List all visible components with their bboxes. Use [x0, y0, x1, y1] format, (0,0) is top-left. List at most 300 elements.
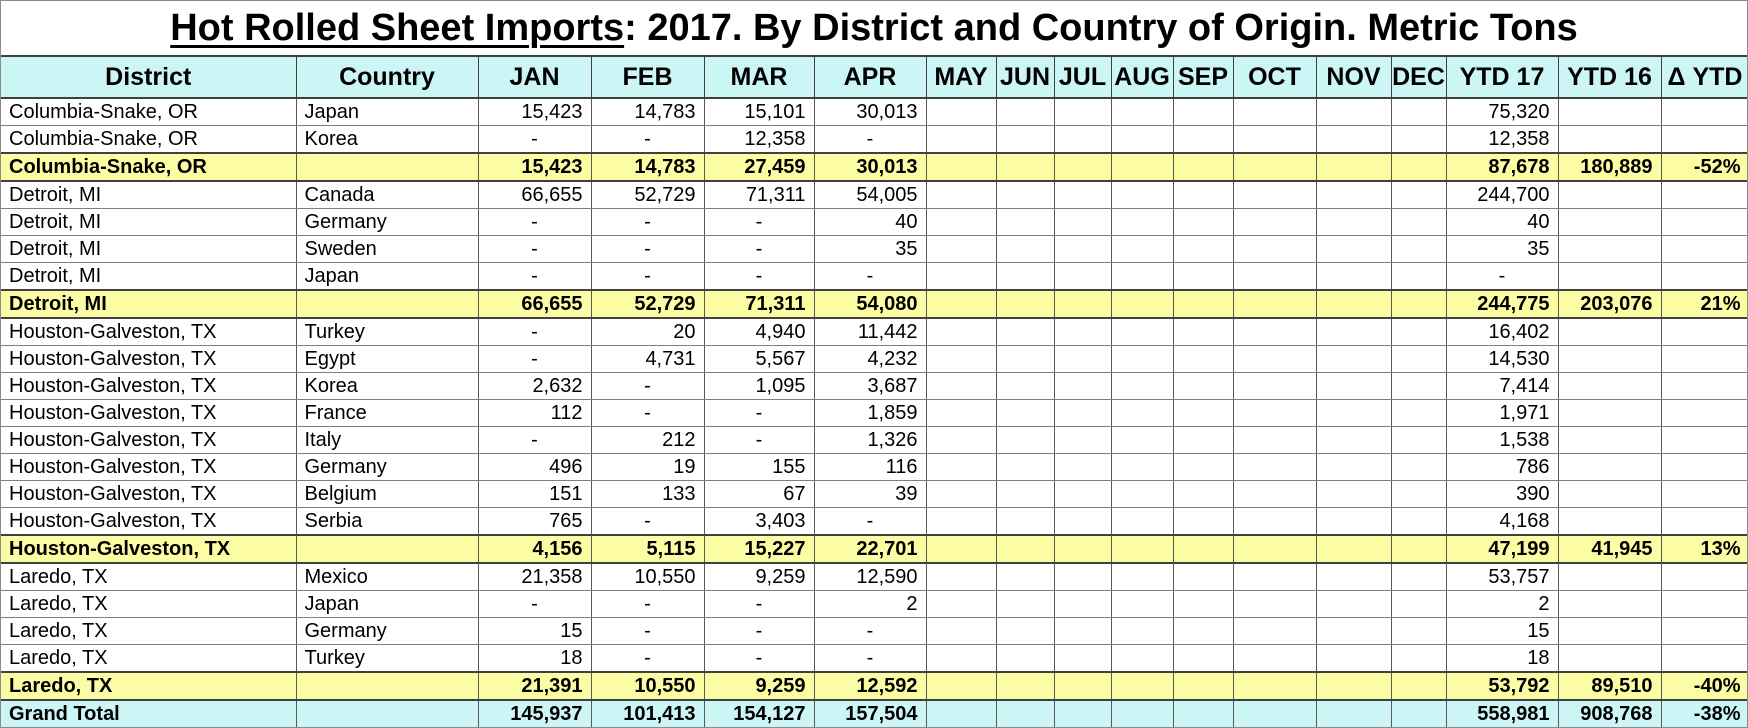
- value-cell-aug: [1111, 481, 1173, 508]
- value-cell-oct: [1233, 153, 1316, 181]
- district-cell: Detroit, MI: [1, 290, 296, 318]
- value-cell-jun: [996, 181, 1054, 209]
- table-row: [1, 563, 1748, 591]
- country-cell: Korea: [296, 373, 478, 400]
- value-cell-jul: [1054, 618, 1111, 645]
- value-cell-aug: [1111, 563, 1173, 591]
- district-cell: Columbia-Snake, OR: [1, 153, 296, 181]
- country-cell: Italy: [296, 427, 478, 454]
- column-header-ytd: Δ YTD: [1661, 56, 1748, 98]
- value-cell-oct: [1233, 591, 1316, 618]
- value-cell-jan: 15: [478, 618, 591, 645]
- value-cell-ytd-17: 16,402: [1446, 318, 1558, 346]
- value-cell-apr: 116: [814, 454, 926, 481]
- value-cell-mar: -: [704, 427, 814, 454]
- value-cell-oct: [1233, 508, 1316, 536]
- value-cell-aug: [1111, 427, 1173, 454]
- value-cell-ytd-17: 87,678: [1446, 153, 1558, 181]
- district-cell: Columbia-Snake, OR: [1, 126, 296, 154]
- value-cell-apr: -: [814, 263, 926, 291]
- value-cell-may: [926, 563, 996, 591]
- column-header-nov: NOV: [1316, 56, 1391, 98]
- value-cell-apr: 12,590: [814, 563, 926, 591]
- value-cell-nov: [1316, 153, 1391, 181]
- value-cell-mar: 5,567: [704, 346, 814, 373]
- district-cell: Laredo, TX: [1, 591, 296, 618]
- table-body: [1, 98, 1748, 728]
- value-cell-ytd-16: [1558, 346, 1661, 373]
- table-row: [1, 126, 1748, 154]
- value-cell-apr: -: [814, 618, 926, 645]
- value-cell-nov: [1316, 400, 1391, 427]
- value-cell-dec: [1391, 454, 1446, 481]
- subtotal-row: [1, 153, 1748, 181]
- value-cell-apr: 12,592: [814, 672, 926, 700]
- value-cell-sep: [1173, 645, 1233, 673]
- value-cell-ytd: [1661, 563, 1748, 591]
- value-cell-ytd-16: [1558, 563, 1661, 591]
- value-cell-jan: -: [478, 209, 591, 236]
- value-cell-sep: [1173, 209, 1233, 236]
- value-cell-may: [926, 153, 996, 181]
- country-cell: Mexico: [296, 563, 478, 591]
- value-cell-aug: [1111, 700, 1173, 728]
- value-cell-mar: -: [704, 645, 814, 673]
- value-cell-ytd-17: 1,971: [1446, 400, 1558, 427]
- value-cell-apr: 1,326: [814, 427, 926, 454]
- column-header-oct: OCT: [1233, 56, 1316, 98]
- value-cell-ytd: 13%: [1661, 535, 1748, 563]
- value-cell-jul: [1054, 645, 1111, 673]
- value-cell-nov: [1316, 126, 1391, 154]
- value-cell-jun: [996, 700, 1054, 728]
- value-cell-feb: -: [591, 645, 704, 673]
- page-title-suffix: : 2017. By District and Country of Origin. Metric Tons: [624, 6, 1578, 49]
- value-cell-ytd-16: [1558, 236, 1661, 263]
- value-cell-jul: [1054, 427, 1111, 454]
- value-cell-mar: 154,127: [704, 700, 814, 728]
- value-cell-may: [926, 318, 996, 346]
- value-cell-jun: [996, 563, 1054, 591]
- value-cell-ytd-16: [1558, 400, 1661, 427]
- value-cell-sep: [1173, 98, 1233, 126]
- value-cell-aug: [1111, 126, 1173, 154]
- table-row: [1, 427, 1748, 454]
- value-cell-aug: [1111, 290, 1173, 318]
- value-cell-sep: [1173, 535, 1233, 563]
- value-cell-aug: [1111, 591, 1173, 618]
- value-cell-jun: [996, 153, 1054, 181]
- value-cell-nov: [1316, 263, 1391, 291]
- value-cell-feb: -: [591, 126, 704, 154]
- district-cell: Laredo, TX: [1, 672, 296, 700]
- value-cell-feb: 14,783: [591, 153, 704, 181]
- value-cell-mar: 12,358: [704, 126, 814, 154]
- value-cell-feb: 19: [591, 454, 704, 481]
- value-cell-sep: [1173, 454, 1233, 481]
- district-cell: Houston-Galveston, TX: [1, 400, 296, 427]
- country-cell: Germany: [296, 209, 478, 236]
- value-cell-feb: 20: [591, 318, 704, 346]
- value-cell-feb: 52,729: [591, 290, 704, 318]
- value-cell-ytd: [1661, 318, 1748, 346]
- value-cell-mar: 15,101: [704, 98, 814, 126]
- value-cell-aug: [1111, 318, 1173, 346]
- district-cell: Houston-Galveston, TX: [1, 535, 296, 563]
- value-cell-oct: [1233, 318, 1316, 346]
- value-cell-aug: [1111, 535, 1173, 563]
- subtotal-row: [1, 290, 1748, 318]
- value-cell-aug: [1111, 346, 1173, 373]
- value-cell-jan: -: [478, 126, 591, 154]
- value-cell-ytd-16: [1558, 373, 1661, 400]
- value-cell-ytd-17: 390: [1446, 481, 1558, 508]
- column-header-apr: APR: [814, 56, 926, 98]
- value-cell-jul: [1054, 563, 1111, 591]
- value-cell-jun: [996, 346, 1054, 373]
- value-cell-nov: [1316, 346, 1391, 373]
- value-cell-mar: 9,259: [704, 672, 814, 700]
- value-cell-sep: [1173, 263, 1233, 291]
- value-cell-oct: [1233, 209, 1316, 236]
- value-cell-feb: 52,729: [591, 181, 704, 209]
- value-cell-may: [926, 209, 996, 236]
- value-cell-apr: 157,504: [814, 700, 926, 728]
- value-cell-oct: [1233, 373, 1316, 400]
- value-cell-may: [926, 263, 996, 291]
- value-cell-ytd-17: 14,530: [1446, 346, 1558, 373]
- value-cell-ytd: [1661, 98, 1748, 126]
- value-cell-nov: [1316, 645, 1391, 673]
- country-cell: Germany: [296, 454, 478, 481]
- value-cell-jan: 21,391: [478, 672, 591, 700]
- value-cell-jan: -: [478, 591, 591, 618]
- value-cell-ytd: [1661, 181, 1748, 209]
- value-cell-feb: 14,783: [591, 98, 704, 126]
- column-header-aug: AUG: [1111, 56, 1173, 98]
- value-cell-oct: [1233, 535, 1316, 563]
- value-cell-nov: [1316, 98, 1391, 126]
- value-cell-ytd-16: [1558, 481, 1661, 508]
- value-cell-feb: -: [591, 618, 704, 645]
- value-cell-apr: 2: [814, 591, 926, 618]
- value-cell-aug: [1111, 373, 1173, 400]
- value-cell-ytd-16: [1558, 318, 1661, 346]
- value-cell-ytd: [1661, 618, 1748, 645]
- value-cell-jun: [996, 400, 1054, 427]
- value-cell-ytd: 21%: [1661, 290, 1748, 318]
- value-cell-dec: [1391, 346, 1446, 373]
- table-row: [1, 400, 1748, 427]
- country-cell: Korea: [296, 126, 478, 154]
- country-cell: [296, 535, 478, 563]
- value-cell-oct: [1233, 346, 1316, 373]
- value-cell-may: [926, 126, 996, 154]
- value-cell-ytd: [1661, 236, 1748, 263]
- value-cell-mar: 27,459: [704, 153, 814, 181]
- value-cell-may: [926, 454, 996, 481]
- value-cell-jul: [1054, 400, 1111, 427]
- value-cell-nov: [1316, 481, 1391, 508]
- table-row: [1, 209, 1748, 236]
- value-cell-jun: [996, 591, 1054, 618]
- value-cell-may: [926, 591, 996, 618]
- table-row: [1, 591, 1748, 618]
- country-cell: Japan: [296, 263, 478, 291]
- value-cell-ytd-17: 12,358: [1446, 126, 1558, 154]
- value-cell-apr: 35: [814, 236, 926, 263]
- value-cell-ytd: [1661, 263, 1748, 291]
- district-cell: Grand Total: [1, 700, 296, 728]
- value-cell-jan: 18: [478, 645, 591, 673]
- value-cell-ytd-16: 41,945: [1558, 535, 1661, 563]
- value-cell-ytd-16: [1558, 126, 1661, 154]
- value-cell-dec: [1391, 400, 1446, 427]
- column-header-dec: DEC: [1391, 56, 1446, 98]
- value-cell-jan: -: [478, 427, 591, 454]
- value-cell-may: [926, 290, 996, 318]
- value-cell-feb: 212: [591, 427, 704, 454]
- value-cell-nov: [1316, 427, 1391, 454]
- value-cell-apr: 30,013: [814, 98, 926, 126]
- value-cell-jul: [1054, 508, 1111, 536]
- value-cell-feb: -: [591, 400, 704, 427]
- country-cell: Japan: [296, 98, 478, 126]
- district-cell: Detroit, MI: [1, 209, 296, 236]
- value-cell-ytd-16: [1558, 645, 1661, 673]
- value-cell-dec: [1391, 481, 1446, 508]
- value-cell-jun: [996, 672, 1054, 700]
- value-cell-ytd-17: -: [1446, 263, 1558, 291]
- grand-total-row: [1, 700, 1748, 728]
- value-cell-jan: 66,655: [478, 290, 591, 318]
- value-cell-nov: [1316, 181, 1391, 209]
- country-cell: [296, 672, 478, 700]
- value-cell-aug: [1111, 508, 1173, 536]
- district-cell: Laredo, TX: [1, 563, 296, 591]
- value-cell-oct: [1233, 263, 1316, 291]
- value-cell-mar: 4,940: [704, 318, 814, 346]
- header-row: [1, 56, 1748, 98]
- value-cell-ytd: [1661, 373, 1748, 400]
- value-cell-dec: [1391, 290, 1446, 318]
- value-cell-nov: [1316, 373, 1391, 400]
- value-cell-aug: [1111, 618, 1173, 645]
- value-cell-mar: 9,259: [704, 563, 814, 591]
- value-cell-jul: [1054, 672, 1111, 700]
- value-cell-apr: 54,080: [814, 290, 926, 318]
- value-cell-dec: [1391, 236, 1446, 263]
- value-cell-ytd: -40%: [1661, 672, 1748, 700]
- value-cell-sep: [1173, 181, 1233, 209]
- value-cell-ytd-16: [1558, 591, 1661, 618]
- column-header-feb: FEB: [591, 56, 704, 98]
- table-row: [1, 318, 1748, 346]
- value-cell-jan: 15,423: [478, 98, 591, 126]
- value-cell-feb: -: [591, 209, 704, 236]
- value-cell-sep: [1173, 672, 1233, 700]
- value-cell-dec: [1391, 373, 1446, 400]
- value-cell-feb: 4,731: [591, 346, 704, 373]
- value-cell-apr: 1,859: [814, 400, 926, 427]
- value-cell-feb: 5,115: [591, 535, 704, 563]
- value-cell-may: [926, 645, 996, 673]
- value-cell-ytd-16: [1558, 98, 1661, 126]
- value-cell-dec: [1391, 645, 1446, 673]
- value-cell-jan: 4,156: [478, 535, 591, 563]
- value-cell-jul: [1054, 454, 1111, 481]
- country-cell: Germany: [296, 618, 478, 645]
- value-cell-ytd-17: 53,757: [1446, 563, 1558, 591]
- country-cell: [296, 153, 478, 181]
- district-cell: Houston-Galveston, TX: [1, 318, 296, 346]
- value-cell-apr: 3,687: [814, 373, 926, 400]
- table-row: [1, 645, 1748, 673]
- value-cell-nov: [1316, 209, 1391, 236]
- value-cell-ytd-17: 7,414: [1446, 373, 1558, 400]
- value-cell-ytd-16: [1558, 454, 1661, 481]
- value-cell-dec: [1391, 318, 1446, 346]
- district-cell: Detroit, MI: [1, 181, 296, 209]
- value-cell-sep: [1173, 346, 1233, 373]
- value-cell-may: [926, 700, 996, 728]
- value-cell-oct: [1233, 672, 1316, 700]
- value-cell-oct: [1233, 563, 1316, 591]
- value-cell-jan: -: [478, 346, 591, 373]
- value-cell-aug: [1111, 400, 1173, 427]
- value-cell-ytd: -38%: [1661, 700, 1748, 728]
- value-cell-jan: 112: [478, 400, 591, 427]
- value-cell-aug: [1111, 263, 1173, 291]
- value-cell-aug: [1111, 672, 1173, 700]
- value-cell-may: [926, 98, 996, 126]
- value-cell-jun: [996, 618, 1054, 645]
- value-cell-ytd: [1661, 645, 1748, 673]
- value-cell-ytd: [1661, 427, 1748, 454]
- value-cell-jun: [996, 454, 1054, 481]
- value-cell-nov: [1316, 618, 1391, 645]
- value-cell-mar: 155: [704, 454, 814, 481]
- value-cell-sep: [1173, 481, 1233, 508]
- country-cell: Canada: [296, 181, 478, 209]
- value-cell-dec: [1391, 535, 1446, 563]
- value-cell-nov: [1316, 508, 1391, 536]
- value-cell-ytd-16: [1558, 618, 1661, 645]
- value-cell-oct: [1233, 645, 1316, 673]
- value-cell-jan: 2,632: [478, 373, 591, 400]
- value-cell-nov: [1316, 236, 1391, 263]
- value-cell-feb: 101,413: [591, 700, 704, 728]
- value-cell-apr: -: [814, 645, 926, 673]
- value-cell-feb: -: [591, 236, 704, 263]
- value-cell-ytd-17: 18: [1446, 645, 1558, 673]
- table-row: [1, 373, 1748, 400]
- value-cell-jul: [1054, 181, 1111, 209]
- value-cell-dec: [1391, 209, 1446, 236]
- value-cell-sep: [1173, 400, 1233, 427]
- value-cell-aug: [1111, 236, 1173, 263]
- value-cell-jul: [1054, 126, 1111, 154]
- value-cell-feb: 10,550: [591, 672, 704, 700]
- value-cell-jul: [1054, 263, 1111, 291]
- value-cell-feb: -: [591, 263, 704, 291]
- value-cell-nov: [1316, 563, 1391, 591]
- district-cell: Houston-Galveston, TX: [1, 427, 296, 454]
- value-cell-jul: [1054, 209, 1111, 236]
- value-cell-sep: [1173, 427, 1233, 454]
- value-cell-jun: [996, 98, 1054, 126]
- value-cell-jul: [1054, 98, 1111, 126]
- value-cell-jan: -: [478, 236, 591, 263]
- country-cell: Egypt: [296, 346, 478, 373]
- title-bar: [1, 1, 1747, 55]
- value-cell-may: [926, 508, 996, 536]
- value-cell-apr: 11,442: [814, 318, 926, 346]
- value-cell-dec: [1391, 508, 1446, 536]
- table-row: [1, 263, 1748, 291]
- value-cell-jan: 496: [478, 454, 591, 481]
- table-row: [1, 98, 1748, 126]
- value-cell-jul: [1054, 535, 1111, 563]
- value-cell-mar: -: [704, 263, 814, 291]
- table-row: [1, 481, 1748, 508]
- value-cell-aug: [1111, 98, 1173, 126]
- value-cell-jun: [996, 263, 1054, 291]
- value-cell-jul: [1054, 153, 1111, 181]
- value-cell-oct: [1233, 98, 1316, 126]
- value-cell-ytd-17: 47,199: [1446, 535, 1558, 563]
- value-cell-ytd-17: 4,168: [1446, 508, 1558, 536]
- country-cell: Turkey: [296, 645, 478, 673]
- value-cell-ytd-16: 180,889: [1558, 153, 1661, 181]
- value-cell-sep: [1173, 700, 1233, 728]
- value-cell-mar: 3,403: [704, 508, 814, 536]
- value-cell-sep: [1173, 618, 1233, 645]
- value-cell-nov: [1316, 535, 1391, 563]
- district-cell: Detroit, MI: [1, 236, 296, 263]
- column-header-jul: JUL: [1054, 56, 1111, 98]
- value-cell-ytd-17: 786: [1446, 454, 1558, 481]
- value-cell-apr: 39: [814, 481, 926, 508]
- value-cell-jun: [996, 508, 1054, 536]
- value-cell-feb: -: [591, 508, 704, 536]
- value-cell-apr: 30,013: [814, 153, 926, 181]
- country-cell: [296, 290, 478, 318]
- value-cell-sep: [1173, 236, 1233, 263]
- value-cell-ytd: [1661, 346, 1748, 373]
- value-cell-mar: 15,227: [704, 535, 814, 563]
- country-cell: Belgium: [296, 481, 478, 508]
- value-cell-may: [926, 618, 996, 645]
- column-header-sep: SEP: [1173, 56, 1233, 98]
- column-header-country: Country: [296, 56, 478, 98]
- value-cell-sep: [1173, 318, 1233, 346]
- value-cell-jul: [1054, 236, 1111, 263]
- column-header-jan: JAN: [478, 56, 591, 98]
- value-cell-jun: [996, 645, 1054, 673]
- table-row: [1, 618, 1748, 645]
- value-cell-dec: [1391, 591, 1446, 618]
- value-cell-jul: [1054, 591, 1111, 618]
- value-cell-mar: -: [704, 236, 814, 263]
- value-cell-jan: 66,655: [478, 181, 591, 209]
- value-cell-jan: -: [478, 263, 591, 291]
- table-row: [1, 181, 1748, 209]
- value-cell-jan: 21,358: [478, 563, 591, 591]
- column-header-district: District: [1, 56, 296, 98]
- district-cell: Laredo, TX: [1, 645, 296, 673]
- value-cell-nov: [1316, 591, 1391, 618]
